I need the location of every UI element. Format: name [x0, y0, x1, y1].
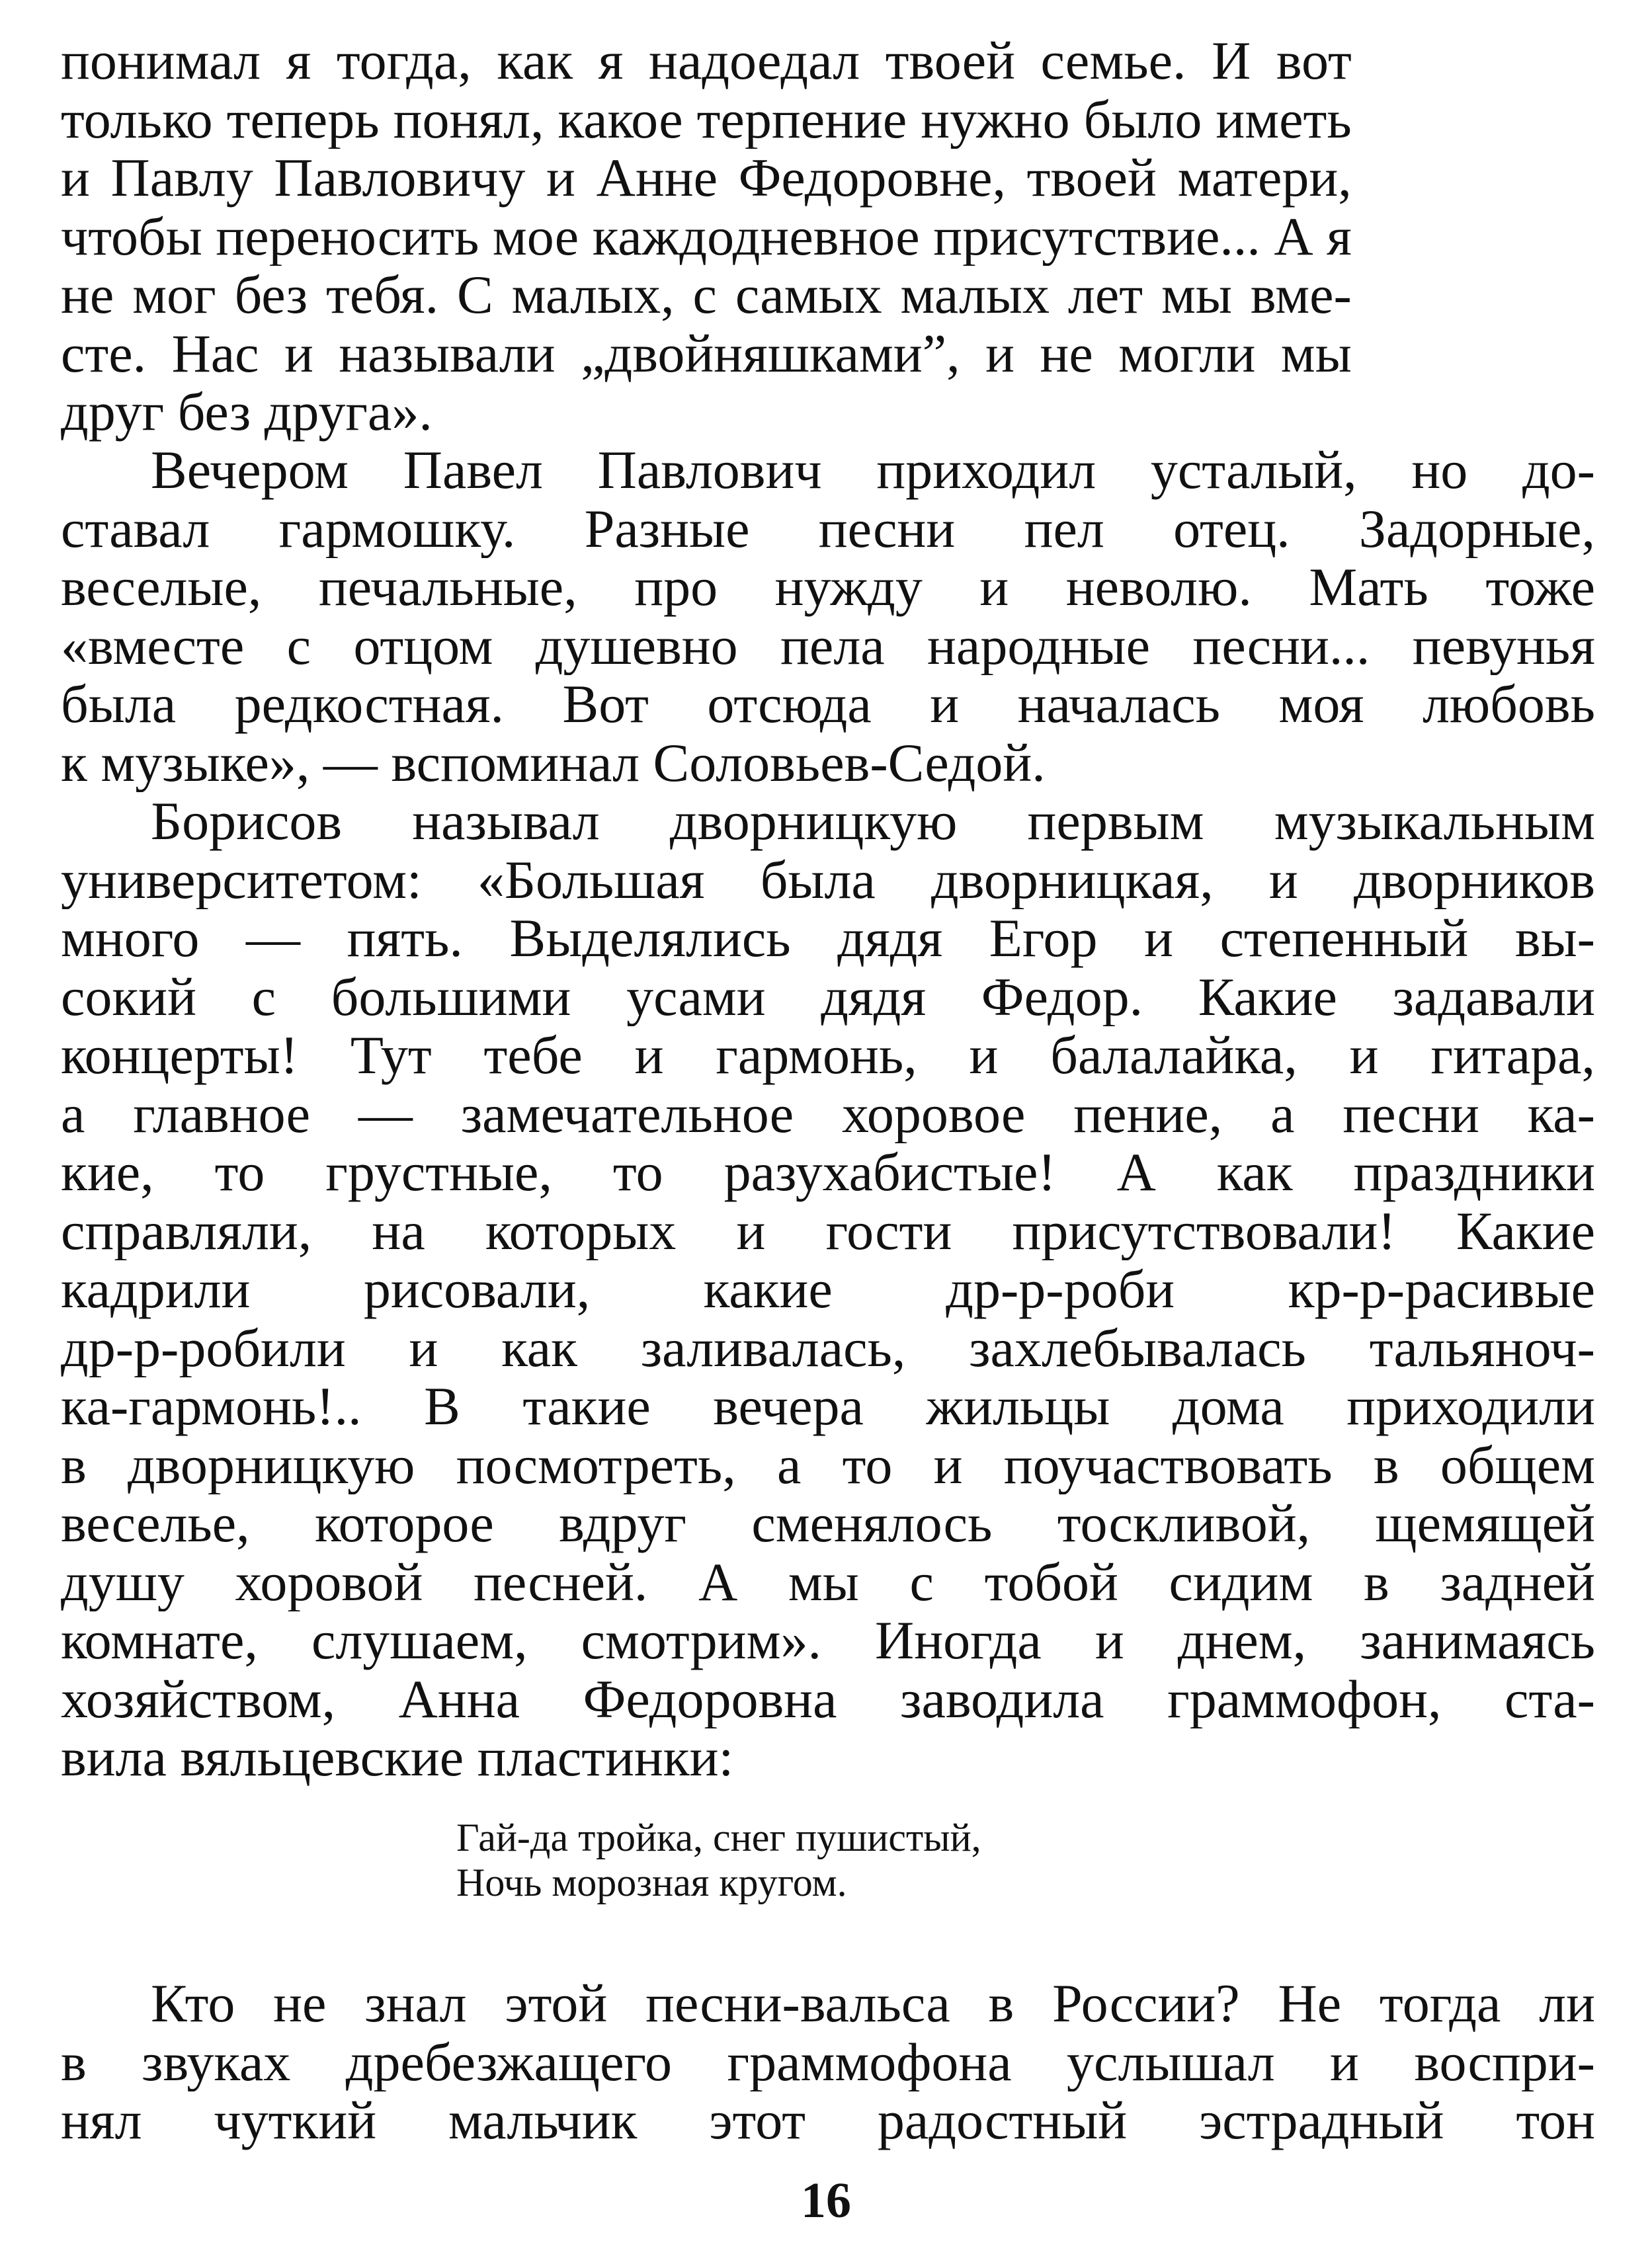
text-line: сокий с большими усами дядя Федор. Какие задавали: [61, 967, 1595, 1026]
text-line: понимал я тогда, как я надоедал твоей семье. И вот: [61, 32, 1352, 91]
verse-line: Гай-да тройка, снег пушистый,: [456, 1816, 981, 1859]
text-line: нял чуткий мальчик этот радостный эстрадный тон: [61, 2091, 1595, 2150]
text-line: ка-гармонь!.. В такие вечера жильцы дома приходили: [61, 1377, 1595, 1436]
text-line: концерты! Тут тебе и гармонь, и балалайка, и гитара,: [61, 1026, 1595, 1085]
text-line: душу хоровой песней. А мы с тобой сидим в задней: [61, 1553, 1595, 1611]
text-line: была редкостная. Вот отсюда и началась моя любовь: [61, 675, 1595, 734]
text-line: только теперь понял, какое терпение нужно было иметь: [61, 90, 1352, 149]
text-line: не мог без тебя. С малых, с самых малых лет мы вме-: [61, 266, 1352, 325]
paragraph-3: [61, 792, 1595, 1787]
text-line: др-р-робили и как заливалась, захлебывалась тальяноч-: [61, 1318, 1595, 1377]
text-line: веселье, которое вдруг сменялось тоскливой, щемящей: [61, 1494, 1595, 1553]
text-line: сте. Нас и называли „двойняшками”, и не могли мы: [61, 324, 1352, 383]
verse-quote: [456, 1815, 981, 1905]
paragraph-2: [61, 441, 1595, 792]
text-line: много — пять. Выделялись дядя Егор и степенный вы-: [61, 909, 1595, 968]
text-line: кадрили рисовали, какие др-р-роби кр-р-расивые: [61, 1260, 1595, 1319]
text-line: веселые, печальные, про нужду и неволю. Мать тоже: [61, 558, 1595, 617]
text-line: друг без друга».: [61, 383, 433, 442]
text-line: Вечером Павел Павлович приходил усталый, но до-: [151, 441, 1595, 500]
text-line: комнате, слушаем, смотрим». Иногда и днем, занимаясь: [61, 1611, 1595, 1670]
paragraph-1: [61, 32, 1352, 442]
text-line: в дворницкую посмотреть, а то и поучаствовать в общем: [61, 1436, 1595, 1494]
text-line: «вместе с отцом душевно пела народные песни... певунья: [61, 616, 1595, 675]
text-line: хозяйством, Анна Федоровна заводила граммофон, ста-: [61, 1670, 1595, 1728]
text-line: а главное — замечательное хоровое пение, а песни ка-: [61, 1084, 1595, 1143]
text-line: и Павлу Павловичу и Анне Федоровне, твоей матери,: [61, 149, 1352, 208]
text-line: Борисов называл дворницкую первым музыкальным: [151, 792, 1595, 851]
text-line: кие, то грустные, то разухабистые! А как праздники: [61, 1143, 1595, 1202]
text-line: Кто не знал этой песни-вальса в России? Не тогда ли: [151, 1974, 1595, 2033]
text-line: в звуках дребезжащего граммофона услышал и воспри-: [61, 2033, 1595, 2091]
text-line: чтобы переносить мое каждодневное присутствие... А я: [61, 207, 1352, 266]
text-line: справляли, на которых и гости присутствовали! Какие: [61, 1201, 1595, 1260]
text-line: университетом: «Большая была дворницкая, и дворников: [61, 850, 1595, 909]
page-number: 16: [801, 2173, 851, 2228]
text-line: к музыке», — вспоминал Соловьев-Седой.: [61, 733, 1046, 792]
text-line: ставал гармошку. Разные песни пел отец. Задорные,: [61, 499, 1595, 558]
paragraph-4: [61, 1974, 1595, 2150]
text-line: вила вяльцевские пластинки:: [61, 1728, 734, 1787]
verse-line: Ночь морозная кругом.: [456, 1861, 847, 1904]
